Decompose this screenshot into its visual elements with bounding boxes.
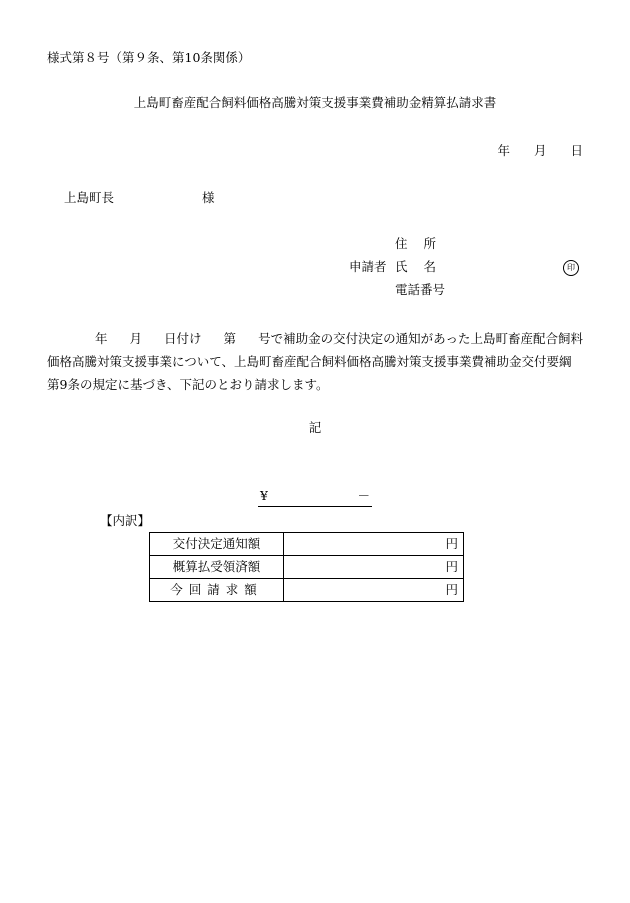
body-month: 月 — [129, 331, 143, 346]
body-year: 年 — [95, 331, 108, 346]
body-date-suffix: 日付け — [164, 331, 202, 346]
applicant-label: 申請者 — [349, 259, 387, 274]
breakdown-label: 【内訳】 — [100, 513, 151, 528]
name-label: 氏名 — [395, 259, 453, 274]
body-number-prefix: 第 — [223, 331, 237, 346]
addressee-honorific: 様 — [202, 190, 215, 205]
request-body-text — [47, 327, 583, 396]
document-title: 上島町畜産配合飼料価格高騰対策支援事業費補助金精算払請求書 — [133, 95, 497, 110]
date-line — [497, 145, 583, 158]
row-label-current-request: 今回請求額 — [150, 579, 284, 602]
table-row — [150, 533, 464, 556]
address-label: 住所 — [395, 236, 453, 251]
table-row — [150, 556, 464, 579]
amount-dash: － — [357, 488, 370, 503]
date-month: 月 — [533, 143, 547, 158]
body-main-text: 号で補助金の交付決定の通知があった上島町畜産配合飼料価格高騰対策支援事業について、上島町畜産配合飼料価格高騰対策支援事業費補助金交付要綱第9条の規定に基づき、下記のとおり請求します。 — [47, 331, 583, 392]
amount-field — [258, 490, 372, 507]
row-unit: 円 — [284, 533, 464, 556]
table-row — [150, 579, 464, 602]
row-label-notified-amount: 交付決定通知額 — [150, 533, 284, 556]
date-day: 日 — [570, 143, 583, 158]
row-unit: 円 — [284, 579, 464, 602]
seal-mark-icon: 印 — [563, 260, 579, 276]
form-number: 様式第８号（第９条、第10条関係） — [47, 50, 251, 65]
addressee-name: 上島町長 — [64, 190, 115, 205]
row-unit: 円 — [284, 556, 464, 579]
row-label-received-amount: 概算払受領済額 — [150, 556, 284, 579]
date-year: 年 — [497, 143, 510, 158]
ki-heading: 記 — [308, 420, 322, 435]
breakdown-table — [149, 532, 464, 602]
phone-label: 電話番号 — [395, 282, 446, 297]
yen-sign: ¥ — [260, 488, 268, 503]
